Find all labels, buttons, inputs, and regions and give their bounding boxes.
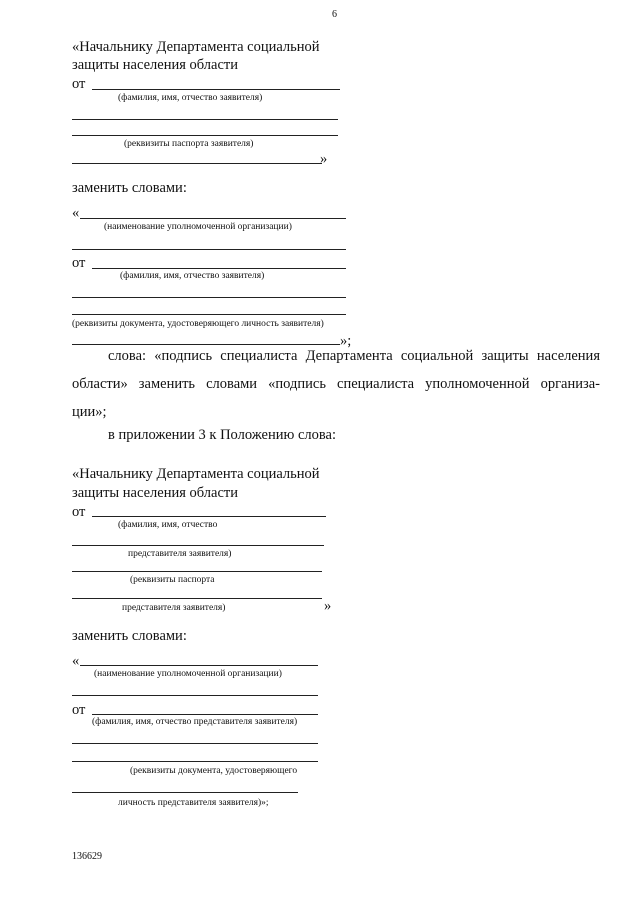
addressee-line-2: защиты населения области xyxy=(72,57,238,73)
paragraph-line-3: ции»; xyxy=(72,404,107,420)
addressee-line-1: «Начальнику Департамента социальной xyxy=(72,466,320,482)
name-field-line xyxy=(92,89,340,90)
from-label: от xyxy=(72,76,86,92)
blank-line xyxy=(72,761,318,762)
org-field-line xyxy=(80,665,318,666)
caption-passport-part-2: представителя заявителя) xyxy=(122,603,226,613)
blank-line xyxy=(72,695,318,696)
blank-line xyxy=(72,743,318,744)
open-quote: « xyxy=(72,205,80,221)
name-field-line xyxy=(92,714,318,715)
from-label: от xyxy=(72,504,86,520)
from-label: от xyxy=(72,702,86,718)
body-paragraph xyxy=(72,342,600,426)
caption-name-part-2: представителя заявителя) xyxy=(128,549,232,559)
caption-passport-part-1: (реквизиты паспорта xyxy=(130,575,215,585)
close-quote: »; xyxy=(340,333,352,349)
page-number: 6 xyxy=(332,9,337,20)
from-label: от xyxy=(72,255,86,271)
caption-document: (реквизиты документа, удостоверяющего личность заявителя) xyxy=(72,319,324,329)
blank-line xyxy=(72,249,346,250)
blank-line xyxy=(72,314,346,315)
blank-line xyxy=(72,135,338,136)
caption-name: (фамилия, имя, отчество заявителя) xyxy=(118,93,263,103)
document-field-line xyxy=(72,792,298,793)
addressee-line-2: защиты населения области xyxy=(72,485,238,501)
replace-with-heading-2: заменить словами: xyxy=(72,628,187,644)
document-code: 136629 xyxy=(72,851,102,862)
blank-line xyxy=(72,545,324,546)
close-quote: » xyxy=(324,598,332,614)
open-quote: « xyxy=(72,653,80,669)
close-quote: » xyxy=(320,151,328,167)
caption-document-part-2: личность представителя заявителя)»; xyxy=(118,798,269,808)
blank-line xyxy=(72,571,322,572)
caption-name: (фамилия, имя, отчество представителя заявителя) xyxy=(92,717,298,727)
passport-field-line xyxy=(72,163,322,164)
caption-document-part-1: (реквизиты документа, удостоверяющего xyxy=(130,766,298,776)
org-field-line xyxy=(80,218,346,219)
caption-org: (наименование уполномоченной организации) xyxy=(104,222,292,232)
paragraph-line-2: области» заменить словами «подпись специалиста уполномоченной организа- xyxy=(72,376,600,392)
blank-line xyxy=(72,297,346,298)
blank-line xyxy=(72,119,338,120)
replace-with-heading-1: заменить словами: xyxy=(72,180,187,196)
caption-passport: (реквизиты паспорта заявителя) xyxy=(124,139,254,149)
addressee-line-1: «Начальнику Департамента социальной xyxy=(72,39,320,55)
caption-name: (фамилия, имя, отчество заявителя) xyxy=(120,271,265,281)
name-field-line xyxy=(92,268,346,269)
appendix-line: в приложении 3 к Положению слова: xyxy=(108,427,337,443)
caption-org: (наименование уполномоченной организации) xyxy=(94,669,282,679)
caption-name-part-1: (фамилия, имя, отчество xyxy=(118,520,218,530)
passport-field-line xyxy=(72,598,322,599)
paragraph-line-1: слова: «подпись специалиста Департамента социальной защиты населения xyxy=(108,348,600,364)
name-field-line xyxy=(92,516,326,517)
